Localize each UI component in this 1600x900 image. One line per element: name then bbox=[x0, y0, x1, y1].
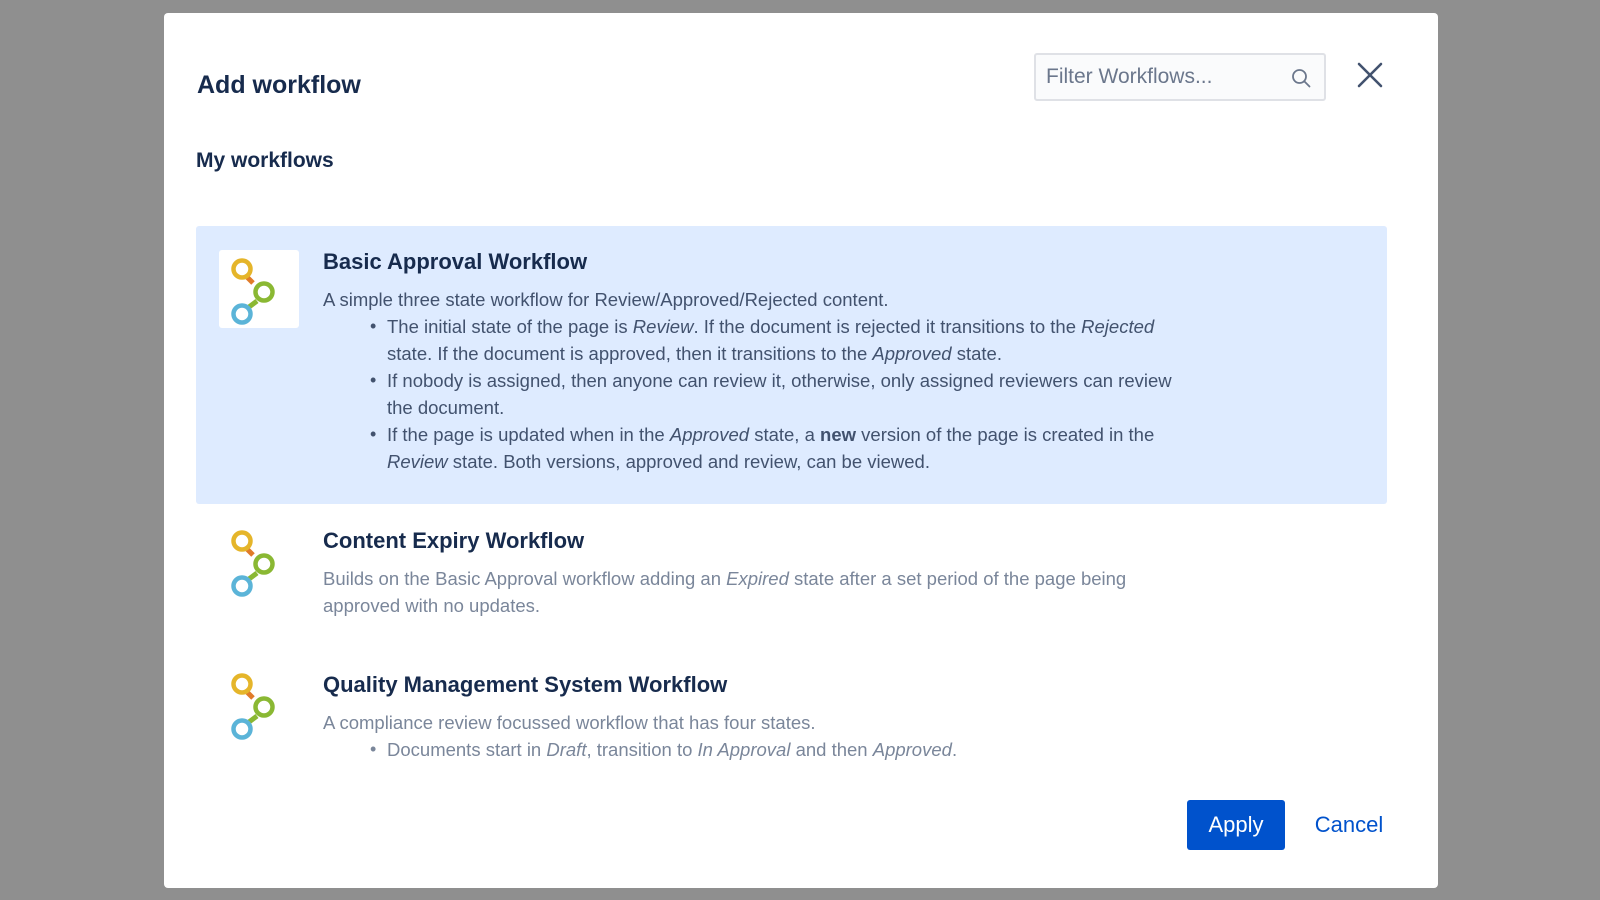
workflow-text bbox=[323, 671, 1387, 763]
workflow-title: Quality Management System Workflow bbox=[323, 672, 728, 697]
workflow-icon-tile bbox=[219, 250, 299, 328]
workflow-icon-tile bbox=[219, 665, 299, 743]
workflow-summary: A compliance review focussed workflow that has four states. bbox=[323, 712, 816, 733]
workflow-item-quality-management[interactable] bbox=[196, 647, 1387, 787]
workflow-icon-tile bbox=[219, 522, 299, 600]
workflow-icon bbox=[229, 251, 289, 327]
close-icon[interactable] bbox=[1354, 59, 1386, 91]
workflow-text bbox=[323, 527, 1387, 619]
dialog-title: Add workflow bbox=[197, 71, 361, 99]
workflow-title: Basic Approval Workflow bbox=[323, 249, 588, 274]
workflow-description: Builds on the Basic Approval workflow adding an Expired state after a set period of the page being approved with no updates. bbox=[323, 568, 1127, 616]
workflow-text bbox=[323, 248, 1387, 475]
filter-workflows-field[interactable] bbox=[1034, 53, 1326, 101]
workflow-bullet: • If the page is updated when in the Approved state, a new version of the page is created in the Review state. Both versions, approved and review, can be viewed. bbox=[387, 421, 1187, 475]
workflow-summary: A simple three state workflow for Review/Approved/Rejected content. bbox=[323, 289, 889, 310]
cancel-button[interactable]: Cancel bbox=[1300, 800, 1398, 850]
workflow-bullet-list bbox=[387, 736, 1187, 763]
apply-button[interactable]: Apply bbox=[1187, 800, 1285, 850]
workflow-icon bbox=[229, 523, 289, 599]
filter-workflows-input[interactable] bbox=[1036, 55, 1276, 99]
section-title-my-workflows: My workflows bbox=[196, 149, 334, 172]
workflow-bullet: • Documents start in Draft, transition to In Approval and then Approved. bbox=[387, 736, 1187, 763]
workflow-bullet: • If nobody is assigned, then anyone can review it, otherwise, only assigned reviewers can review the document. bbox=[387, 367, 1187, 421]
workflow-icon bbox=[229, 666, 289, 742]
workflow-description bbox=[323, 709, 1387, 763]
workflow-bullet-list bbox=[387, 313, 1187, 475]
add-workflow-dialog bbox=[164, 13, 1438, 888]
workflow-item-content-expiry[interactable] bbox=[196, 504, 1387, 647]
workflow-list bbox=[196, 226, 1387, 787]
workflow-description bbox=[323, 286, 1387, 475]
workflow-item-basic-approval[interactable] bbox=[196, 226, 1387, 504]
workflow-title: Content Expiry Workflow bbox=[323, 528, 585, 553]
search-icon[interactable] bbox=[1290, 67, 1312, 89]
workflow-bullet: • The initial state of the page is Review. If the document is rejected it transitions to the Rejected state. If the document is approved, then it transitions to the Approved state. bbox=[387, 313, 1187, 367]
